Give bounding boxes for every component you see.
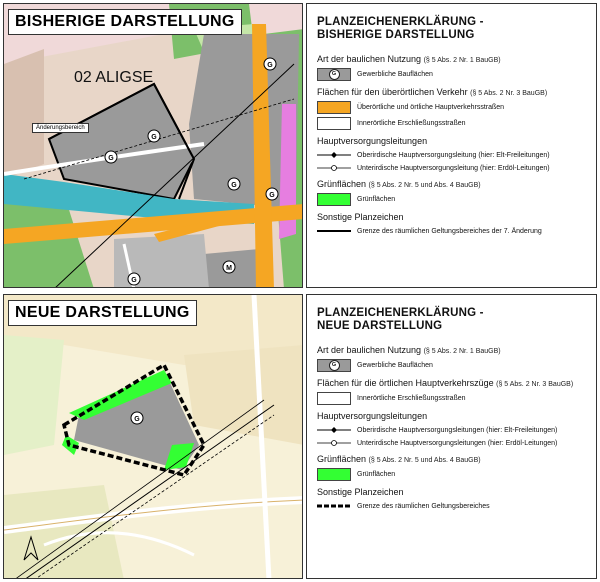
top-legend [306,3,597,288]
top-legend-gewerbe: G Gewerbliche Bauflächen [317,68,586,81]
bottom-legend-verkehr-heading: Flächen für die örtlichen Hauptverkehrszüge (§ 5 Abs. 2 Nr. 3 BauGB) [317,378,574,388]
top-legend-grenze: Grenze des räumlichen Geltungsbereiches der 7. Änderung [317,226,586,236]
top-legend-sonstige-heading: Sonstige Planzeichen [317,212,404,222]
bottom-legend [306,294,597,579]
g-symbol-1 [148,130,160,142]
top-legend-art-heading: Art der baulichen Nutzung (§ 5 Abs. 2 Nr. 1 BauGB) [317,54,501,64]
svg-text:G: G [134,416,140,423]
g-symbol-2 [105,151,117,163]
bottom-legend-versorgung-heading: Hauptversorgungsleitungen [317,411,428,421]
svg-text:G: G [151,134,157,141]
bottom-section-title: NEUE DARSTELLUNG [8,300,197,326]
svg-text:G: G [267,62,273,69]
gruen-swatch-new [317,468,351,481]
svg-text:G: G [108,155,114,162]
bottom-legend-title: PLANZEICHENERKLÄRUNG - NEUE DARSTELLUNG [317,307,484,332]
g-symbol-4 [228,178,240,190]
unterirdisch-line-symbol [317,163,351,173]
inneroertlich-swatch [317,117,351,130]
top-legend-ueberoertlich: Überörtliche und örtliche Hauptverkehrsstraßen [317,101,586,114]
svg-text:G: G [131,277,137,284]
strasse-swatch [317,101,351,114]
inneroertlich-swatch-new [317,392,351,405]
aenderungsbereich-label: Änderungsbereich [32,123,89,133]
top-map-panel [3,3,303,288]
top-legend-unterirdisch: Unterirdische Hauptversorgungsleitung (hier: Erdöl-Leitungen) [317,163,586,173]
bottom-legend-art-heading: Art der baulichen Nutzung (§ 5 Abs. 2 Nr. 1 BauGB) [317,345,501,355]
g-symbol-5 [266,188,278,200]
bottom-legend-gruen: Grünflächen [317,468,586,481]
gewerbe-swatch: G [317,68,351,81]
top-legend-inneroertlich: Innerörtliche Erschließungsstraßen [317,117,586,130]
svg-text:G: G [269,192,275,199]
bottom-legend-unterirdisch: Unterirdische Hauptversorgungsleitungen (hier: Erdöl-Leitungen) [317,438,586,448]
svg-text:G: G [231,182,237,189]
g-symbol-new [131,412,143,424]
bottom-map-panel [3,294,303,579]
bottom-legend-grenze: Grenze des räumlichen Geltungsbereiches [317,501,586,511]
place-label-aligse: 02 ALIGSE [74,69,154,86]
top-map [4,4,303,288]
top-legend-title: PLANZEICHENERKLÄRUNG - BISHERIGE DARSTELLUNG [317,16,484,41]
svg-text:M: M [226,265,232,272]
bottom-legend-inneroertlich: Innerörtliche Erschließungsstraßen [317,392,586,405]
top-legend-versorgung-heading: Hauptversorgungsleitungen [317,136,428,146]
oberirdisch-line-symbol-new [317,425,351,435]
bottom-legend-sonstige-heading: Sonstige Planzeichen [317,487,404,497]
top-section-title: BISHERIGE DARSTELLUNG [8,9,242,35]
g-symbol-6 [128,273,140,285]
grenze-line-symbol [317,226,351,236]
g-symbol-3 [264,58,276,70]
gruen-swatch [317,193,351,206]
bottom-legend-oberirdisch: Oberirdische Hauptversorgungsleitungen (hier: Elt-Freileitungen) [317,425,586,435]
unterirdisch-line-symbol-new [317,438,351,448]
bottom-map [4,295,303,579]
m-symbol [223,261,235,273]
top-legend-oberirdisch: Oberirdische Hauptversorgungsleitung (hier: Elt-Freileitungen) [317,150,586,160]
top-legend-verkehr-heading: Flächen für den überörtlichen Verkehr (§ 5 Abs. 2 Nr. 3 BauGB) [317,87,548,97]
oberirdisch-line-symbol [317,150,351,160]
top-legend-gruen: Grünflächen [317,193,586,206]
grenze-dashed-symbol [317,501,351,511]
residential-west [4,49,44,179]
bottom-legend-gruen-heading: Grünflächen (§ 5 Abs. 2 Nr. 5 und Abs. 4 BauGB) [317,454,481,464]
top-legend-gruen-heading: Grünflächen (§ 5 Abs. 2 Nr. 5 und Abs. 4 BauGB) [317,179,481,189]
gewerbe-swatch-new: G [317,359,351,372]
bottom-legend-gewerbe: G Gewerbliche Bauflächen [317,359,586,372]
